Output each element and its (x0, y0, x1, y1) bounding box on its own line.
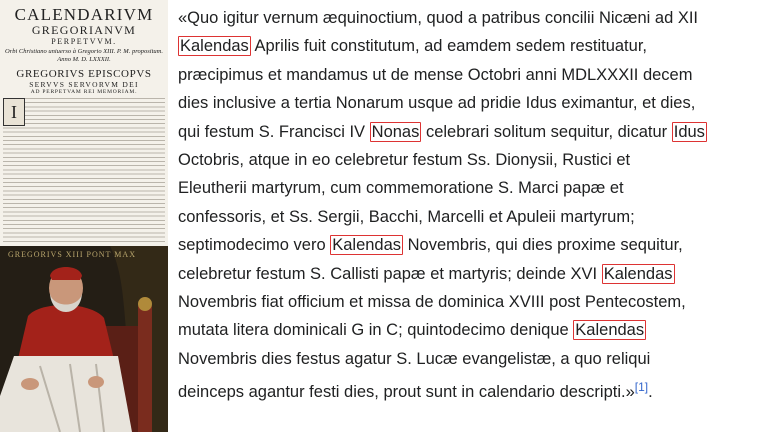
text-segment: Octobris, atque in eo celebretur festum Ss. Dionysii, Rustici et (178, 150, 631, 169)
text-segment: Novembris, qui dies proxime sequitur, (403, 236, 683, 255)
text-line-14 (178, 373, 764, 401)
highlighted-word-kalendas: Kalendas (603, 264, 673, 283)
text-line-4 (178, 89, 764, 117)
highlighted-word-idus: Idus (673, 122, 705, 141)
text-line-8 (178, 203, 764, 231)
text-line-2 (178, 32, 764, 60)
text-segment: dies inclusive a tertia Nonarum usque ad pridie Idus eximantur, et dies, (178, 94, 696, 113)
text-segment: septimodecimo vero (178, 236, 331, 255)
text-segment: præcipimus et mandamus ut de mense Octobri anni MDLXXXII decem (178, 65, 693, 84)
text-line-13 (178, 345, 764, 373)
title-page-body-text (3, 96, 165, 244)
text-segment: . (648, 383, 653, 402)
portrait-image (0, 246, 168, 432)
text-segment: Eleutherii martyrum, cum commemoratione S. Marci papæ et (178, 179, 624, 198)
text-segment: confessoris, et Ss. Sergii, Bacchi, Marcelli et Apuleii martyrum; (178, 207, 635, 226)
title-page-author-title: SERVVS SERVORVM DEI (29, 80, 139, 89)
title-page-author: GREGORIVS EPISCOPVS (16, 68, 152, 80)
body-text-lines (3, 96, 165, 244)
text-line-9 (178, 231, 764, 259)
illustration-panel (0, 0, 168, 432)
text-line-12 (178, 316, 764, 344)
title-page-dedication: Orbi Christiano uniuerso à Gregorio XIII. P. M. propositum. Anno M. D. LXXXII. (5, 48, 163, 63)
text-line-1 (178, 4, 764, 32)
text-line-6 (178, 146, 764, 174)
text-segment: deinceps agantur festi dies, prout sunt in calendario descripti.» (178, 383, 635, 402)
text-line-5 (178, 118, 764, 146)
text-segment: celebretur festum S. Callisti papæ et martyris; deinde XVI (178, 264, 602, 283)
highlighted-word-nonas: Nonas (371, 122, 420, 141)
highlighted-word-kalendas: Kalendas (575, 321, 645, 340)
title-page-heading: CALENDARIVM (14, 5, 154, 24)
title-page-subtitle: PERPETVVM. (51, 37, 117, 46)
calendar-title-page (0, 0, 168, 246)
text-line-11 (178, 288, 764, 316)
text-segment: Novembris dies festus agatur S. Lucæ evangelistæ, a quo reliqui (178, 349, 651, 368)
text-line-10 (178, 260, 764, 288)
portrait-inscription: GREGORIVS XIII PONT MAX (8, 250, 136, 259)
text-segment: qui festum S. Francisci IV (178, 122, 370, 141)
drop-cap: I (3, 98, 25, 126)
text-segment: celebrari solitum sequitur, dicatur (421, 122, 672, 141)
reference-link[interactable]: [1] (634, 380, 649, 395)
text-segment: mutata litera dominicali G in C; quintodecimo denique (178, 321, 574, 340)
text-segment: Aprilis fuit constitutum, ad eamdem sedem restituatur, (250, 37, 647, 56)
title-page-motto: AD PERPETVAM REI MEMORIAM. (30, 89, 138, 95)
decree-quotation (178, 4, 764, 401)
title-page-subheading: GREGORIANVM (31, 23, 137, 37)
highlighted-word-kalendas: Kalendas (332, 236, 402, 255)
text-line-7 (178, 174, 764, 202)
pope-portrait (0, 246, 168, 432)
text-segment: Novembris fiat officium et missa de dominica XVIII post Pentecostem, (178, 292, 686, 311)
text-segment: «Quo igitur vernum æquinoctium, quod a patribus concilii Nicæni ad XII (178, 9, 699, 27)
highlighted-word-kalendas: Kalendas (180, 37, 249, 56)
text-line-3 (178, 61, 764, 89)
